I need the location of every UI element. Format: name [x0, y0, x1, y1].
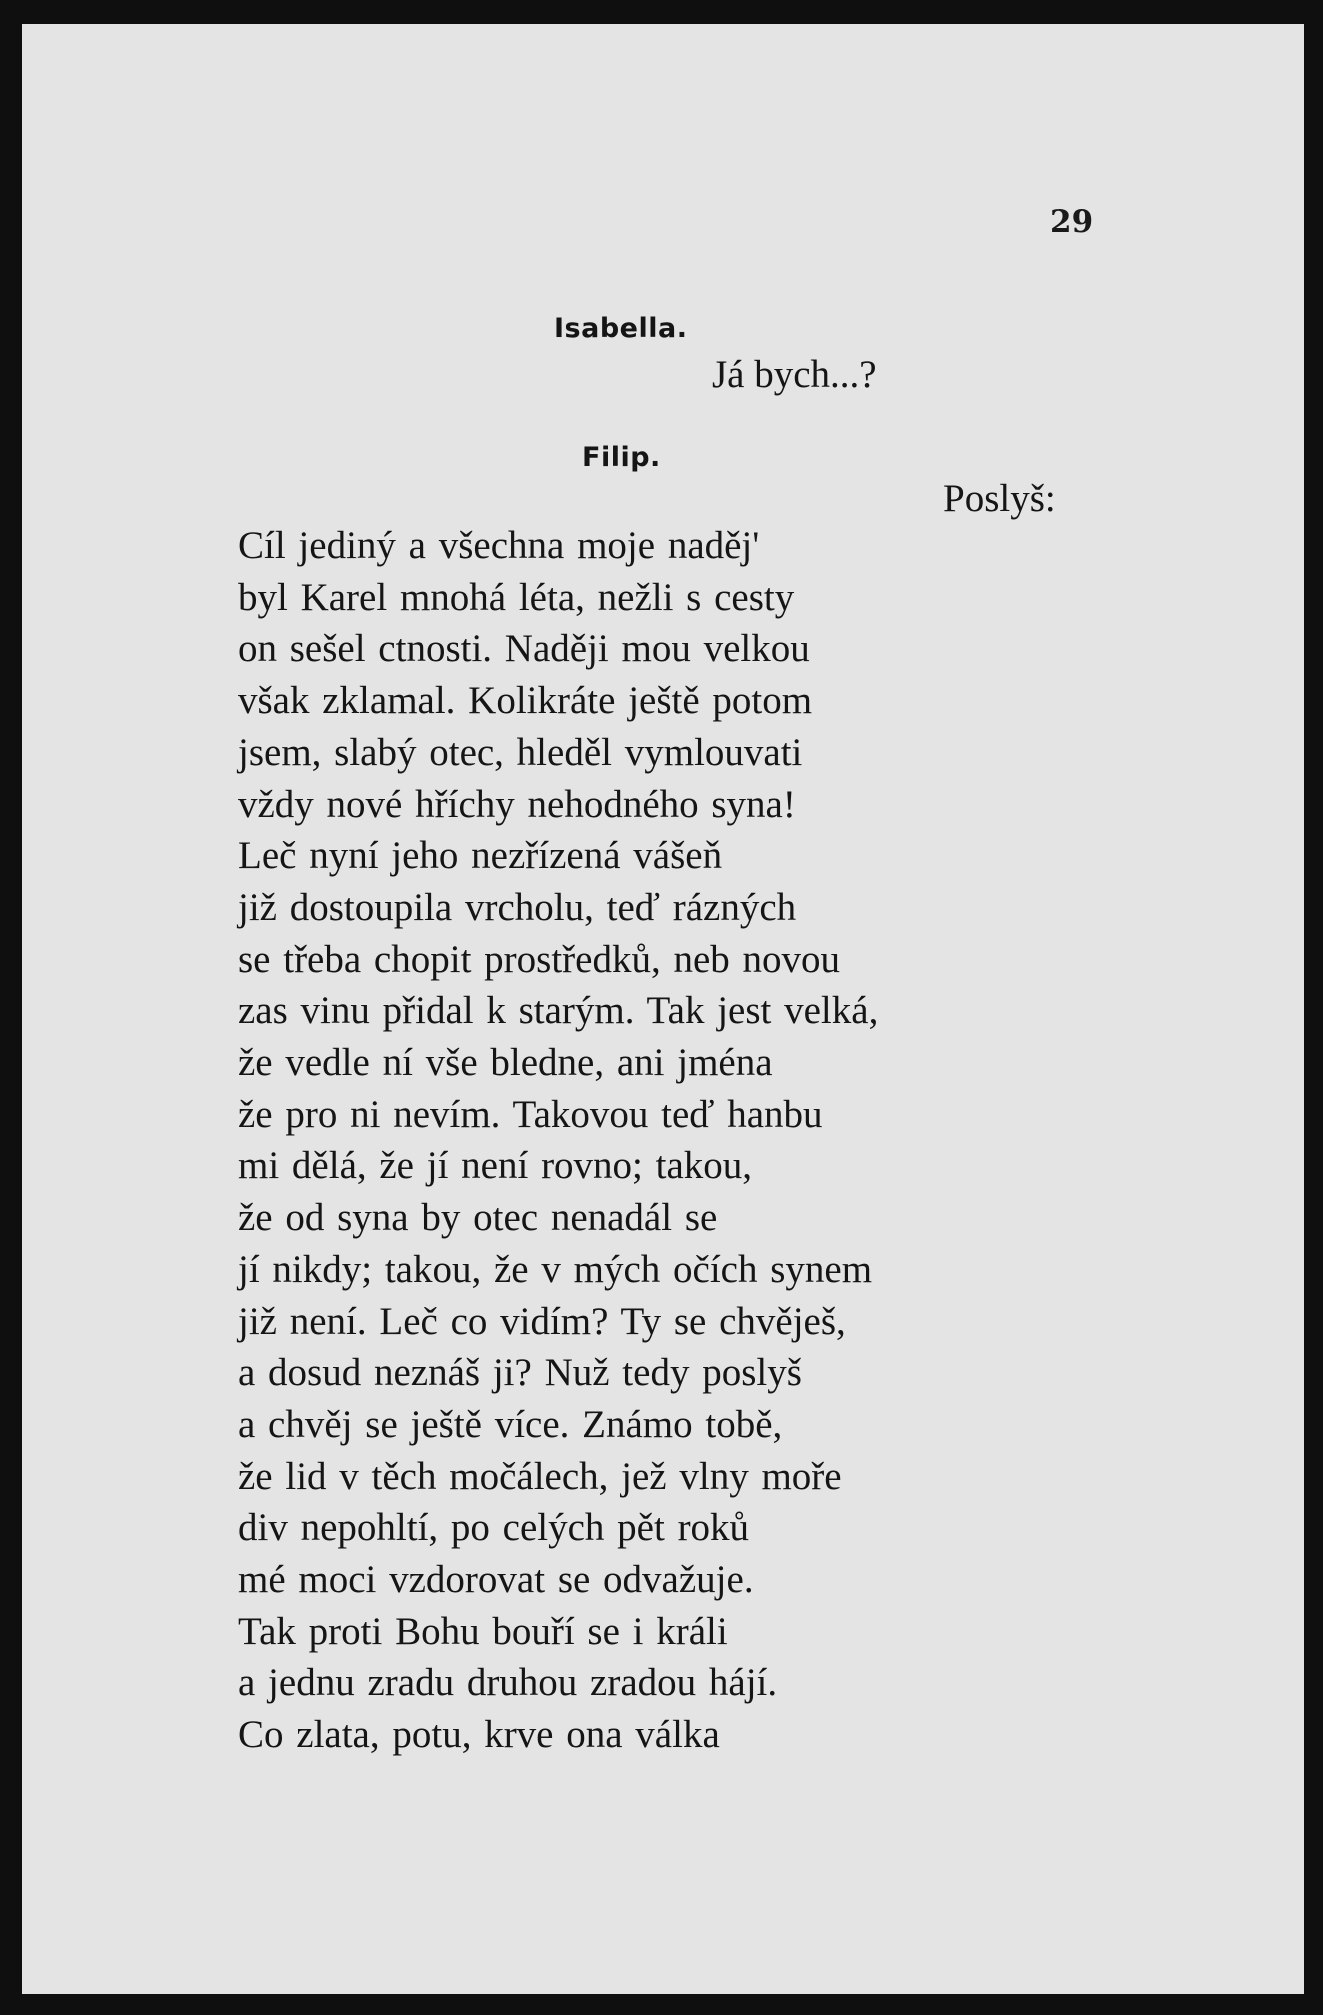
verse-line: Tak proti Bohu bouří se i králi — [238, 1609, 728, 1653]
verse-line: a chvěj se ještě více. Známo tobě, — [238, 1402, 783, 1446]
speaker-filip: Filip. — [582, 442, 661, 473]
verse-block — [238, 520, 878, 1761]
verse-line: a jednu zradu druhou zradou hájí. — [238, 1661, 778, 1705]
verse-line: div nepohltí, po celých pět roků — [238, 1506, 750, 1550]
verse-line: že vedle ní vše bledne, ani jména — [238, 1041, 773, 1085]
verse-line: se třeba chopit prostředků, neb novou — [238, 937, 841, 981]
verse-line: již není. Leč co vidím? Ty se chvěješ, — [238, 1299, 846, 1343]
verse-line: Co zlata, potu, krve ona válka — [238, 1713, 720, 1757]
book-page — [22, 24, 1304, 1994]
page-number: 29 — [1050, 204, 1094, 240]
verse-line: jsem, slabý otec, hleděl vymlouvati — [238, 730, 803, 774]
verse-line: byl Karel mnohá léta, nežli s cesty — [238, 575, 795, 619]
speaker-isabella: Isabella. — [554, 313, 688, 344]
filip-first-line: Poslyš: — [943, 477, 1056, 520]
verse-line: on sešel ctnosti. Naději mou velkou — [238, 627, 810, 671]
verse-line: Cíl jediný a všechna moje naděj' — [238, 524, 760, 567]
verse-line: vždy nové hříchy nehodného syna! — [238, 782, 796, 826]
verse-line: mé moci vzdorovat se odvažuje. — [238, 1558, 754, 1602]
verse-line: že pro ni nevím. Takovou teď hanbu — [238, 1092, 823, 1136]
verse-line: že lid v těch močálech, jež vlny moře — [238, 1454, 842, 1498]
verse-line: jí nikdy; takou, že v mých očích synem — [238, 1247, 873, 1291]
verse-line: Leč nyní jeho nezřízená vášeň — [238, 834, 723, 878]
verse-line: mi dělá, že jí není rovno; takou, — [238, 1144, 753, 1188]
verse-line: že od syna by otec nenadál se — [238, 1196, 718, 1240]
verse-line: však zklamal. Kolikráte ještě potom — [238, 679, 813, 723]
verse-line: a dosud neznáš ji? Nuž tedy poslyš — [238, 1351, 802, 1395]
isabella-line: Já bych...? — [712, 353, 877, 396]
verse-line: zas vinu přidal k starým. Tak jest velká, — [238, 989, 879, 1033]
verse-line: již dostoupila vrcholu, teď rázných — [238, 885, 797, 929]
